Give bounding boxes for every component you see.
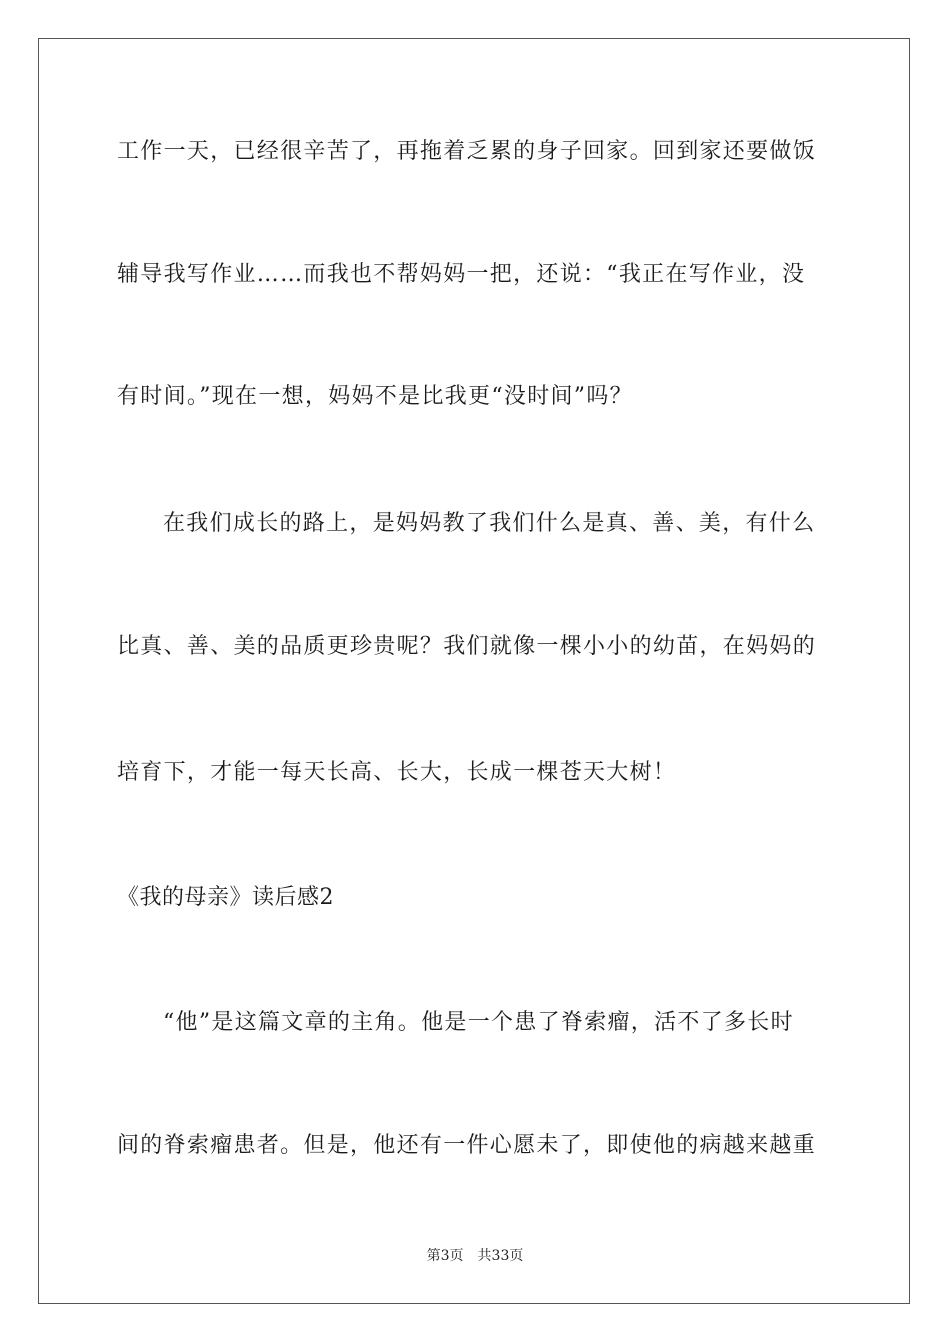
page-number: 第3页 xyxy=(426,1248,464,1264)
body-line-6: 培育下，才能一每天长高、长大，长成一棵苍天大树！ xyxy=(117,760,677,785)
body-line-2: 辅导我写作业……而我也不帮妈妈一把，还说：“我正在写作业，没 xyxy=(117,262,806,287)
body-line-7: “他”是这篇文章的主角。他是一个患了脊索瘤，活不了多长时 xyxy=(163,1010,794,1035)
body-line-4: 在我们成长的路上，是妈妈教了我们什么是真、善、美，有什么 xyxy=(163,511,816,536)
body-line-8: 间的脊索瘤患者。但是，他还有一件心愿未了，即使他的病越来越重 xyxy=(117,1133,817,1158)
page-footer xyxy=(0,1246,950,1266)
body-line-5: 比真、善、美的品质更珍贵呢？我们就像一棵小小的幼苗，在妈妈的 xyxy=(117,634,817,659)
body-line-3: 有时间。”现在一想，妈妈不是比我更“没时间”吗？ xyxy=(117,384,633,409)
page-border xyxy=(38,38,910,1304)
page-total: 共33页 xyxy=(477,1248,524,1264)
section-heading: 《我的母亲》读后感2 xyxy=(117,885,334,910)
body-line-1: 工作一天，已经很辛苦了，再拖着乏累的身子回家。回到家还要做饭 xyxy=(117,139,817,164)
